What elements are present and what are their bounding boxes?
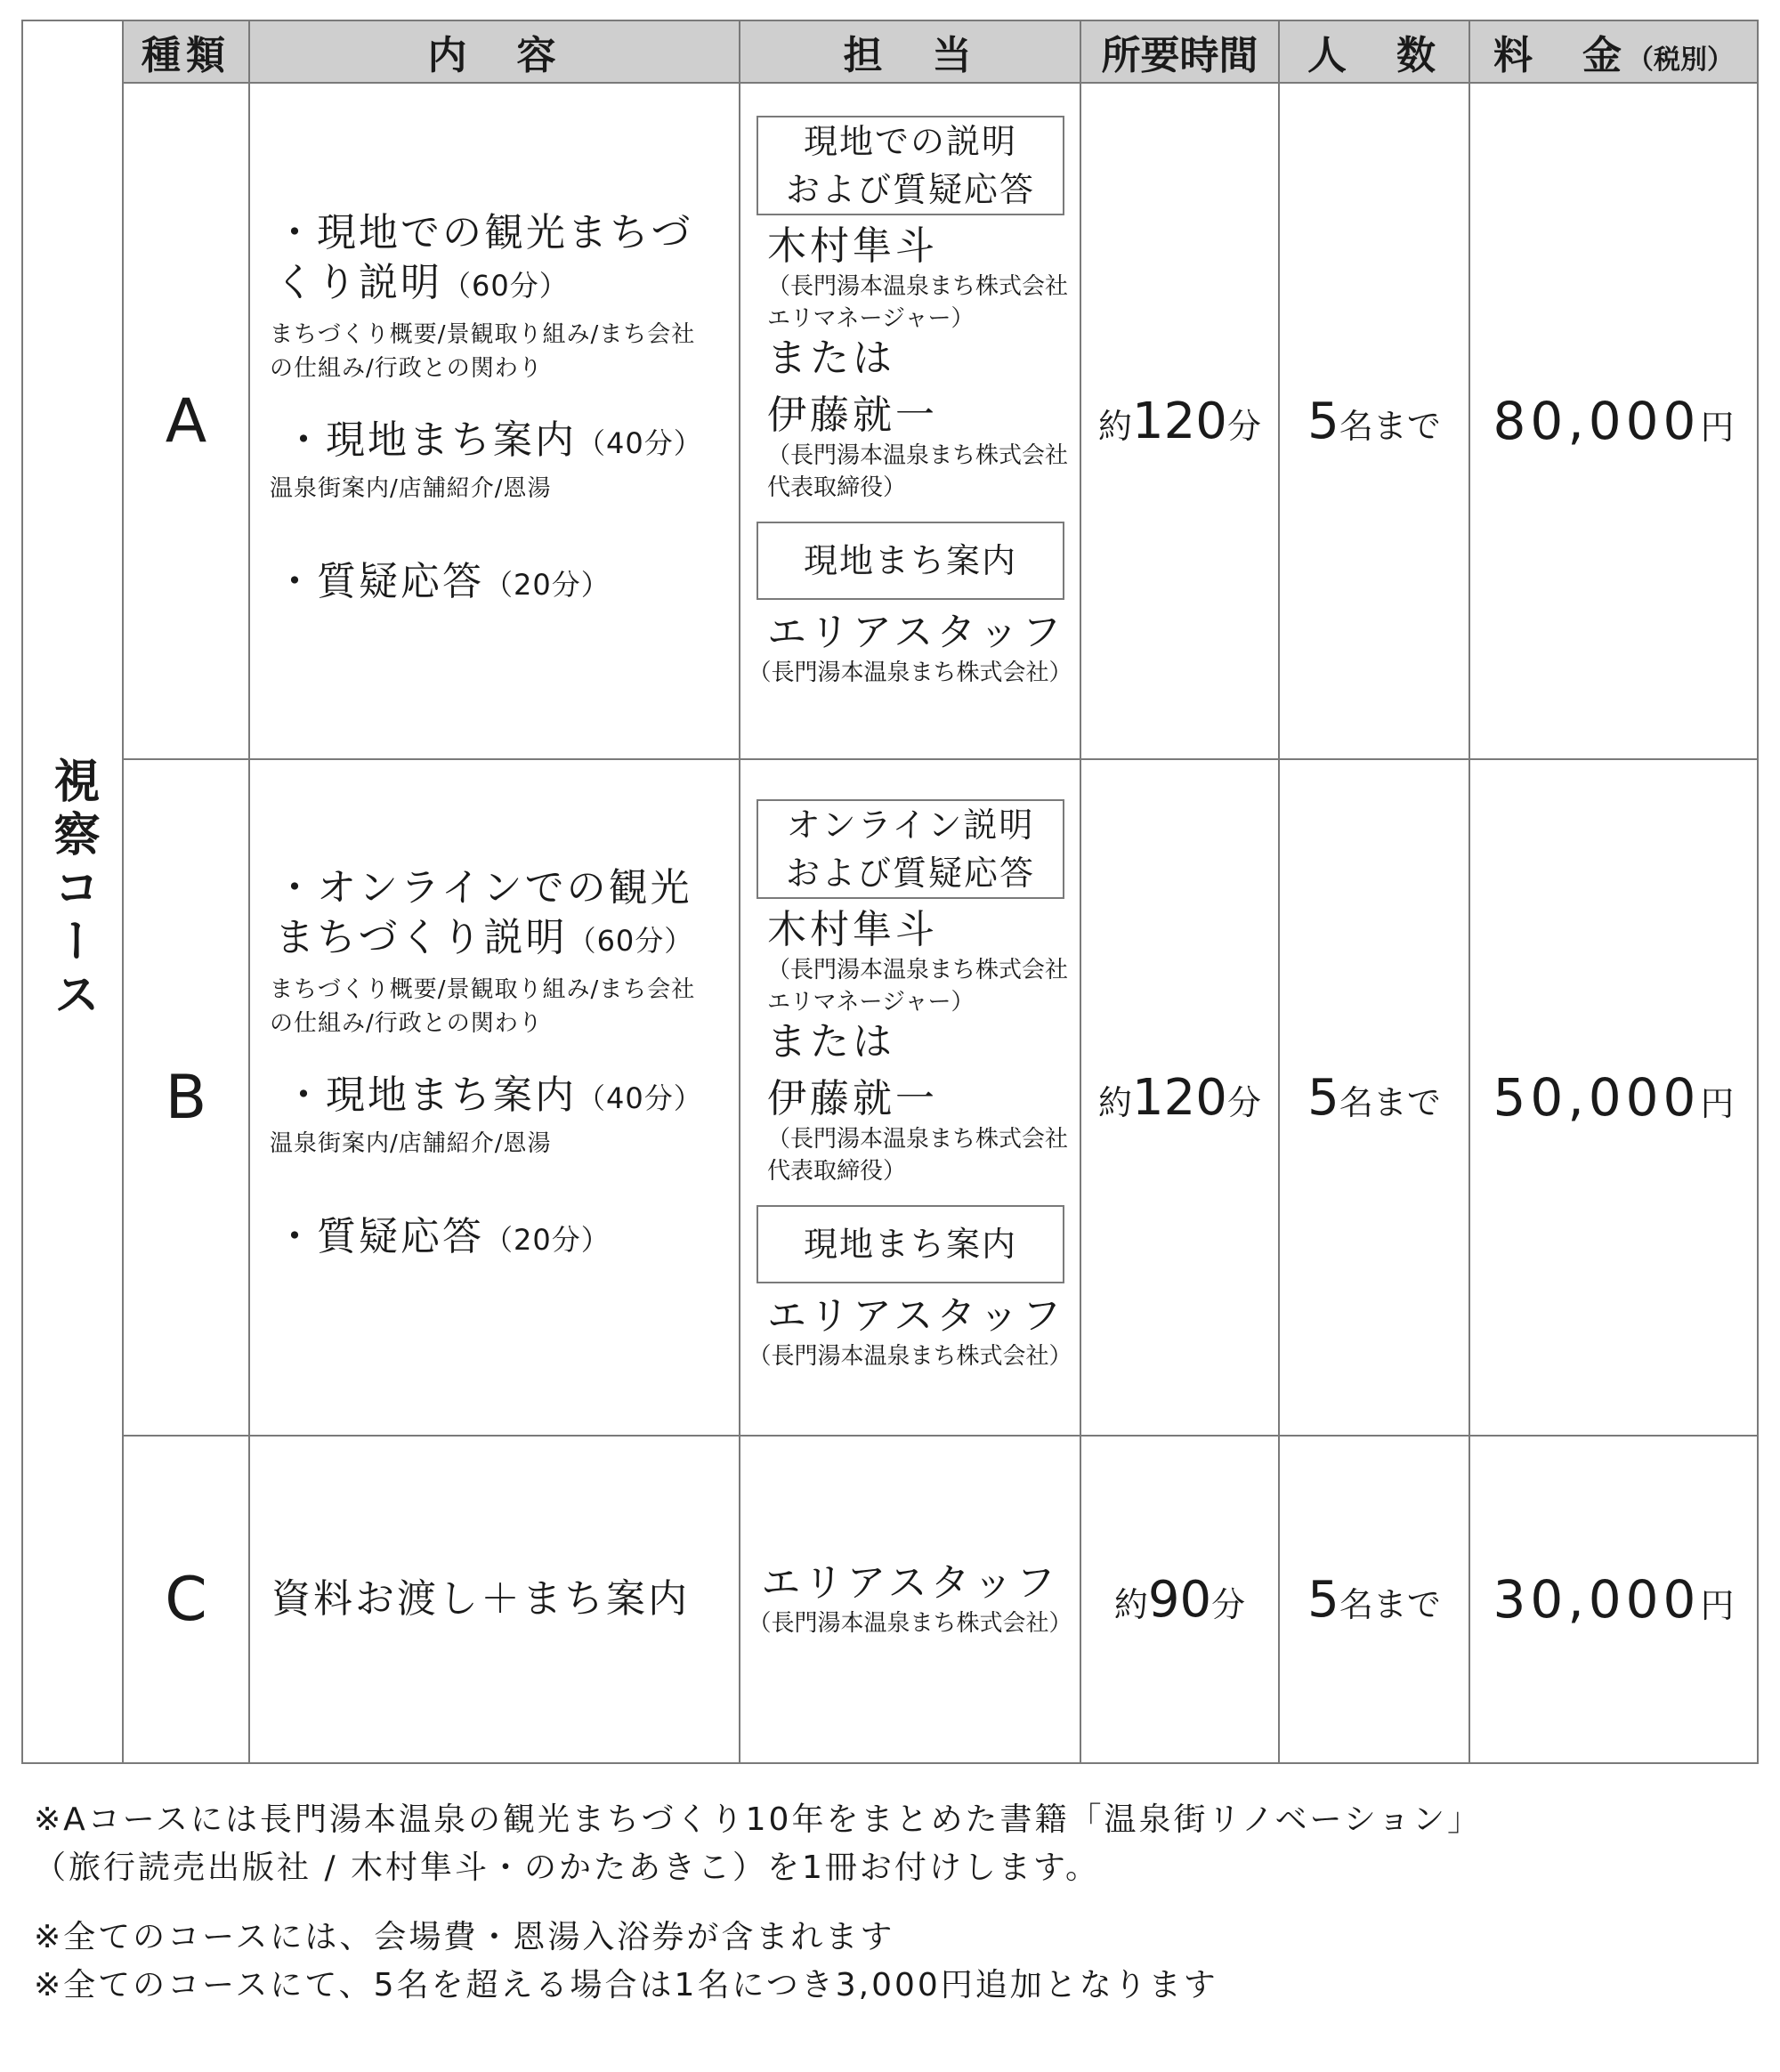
people-value [1307,1068,1441,1127]
people-unit: 名まで [1339,1584,1441,1624]
content-item-time: （60分） [442,269,569,303]
time-value [1098,1068,1261,1127]
content-item-title: ・質疑応答 [275,559,484,604]
role-line: 現地での説明 [803,122,1017,161]
course-type: A [123,83,249,759]
note-line: （旅行読売出版社 / 木村隼斗・のかたあきこ）を1冊お付けします。 [34,1849,1101,1886]
time-prefix: 約 [1113,1584,1148,1624]
course-people-c [1279,1436,1469,1763]
detail-line: まちづくり概要/景観取り組み/まち会社 [270,321,696,348]
content-item-time: （20分） [484,568,611,602]
header-time: 所要時間 [1080,20,1279,83]
people-number: 5 [1307,1068,1339,1127]
detail-line: の仕組み/行政との関わり [270,355,543,382]
person-name: 木村隼斗 [767,223,938,269]
person-note [767,954,1080,1018]
or-label: または [767,336,895,381]
content-item-title: ・現地まち案内 [284,417,577,463]
content-item-time: （20分） [484,1223,611,1257]
course-time-b [1080,759,1279,1436]
role-box [756,799,1064,899]
note-line: エリマネージャー） [767,305,975,332]
table-header-row [22,20,1758,83]
header-people: 人 数 [1279,20,1469,83]
role-box: 現地まち案内 [756,522,1064,600]
content-item-detail [270,318,739,385]
note-line: （長門湯本温泉まち株式会社 [767,442,1069,469]
course-content-b [249,759,740,1436]
content-item-title: ・現地まち案内 [284,1072,577,1118]
price-value [1493,391,1735,451]
people-number: 5 [1307,1570,1339,1629]
course-content-a [249,83,740,759]
content-item-time: （40分） [577,426,703,460]
price-unit: 円 [1700,408,1735,447]
header-staff: 担 当 [740,20,1080,83]
course-content-c [249,1436,740,1763]
course-row-c [22,1436,1758,1763]
note-line: ※全てのコースにて、5名を超える場合は1名につき3,000円追加となります [34,1967,1218,2003]
note-line: （長門湯本温泉まち株式会社 [767,957,1069,983]
time-number: 120 [1132,392,1227,450]
content-item-detail [270,1127,739,1161]
person-name: 木村隼斗 [767,907,938,952]
course-type: B [123,759,249,1436]
detail-line: まちづくり概要/景観取り組み/まち会社 [270,976,696,1003]
course-price-c [1469,1436,1758,1763]
time-value [1098,392,1261,450]
price-number: 30,000 [1493,1569,1701,1630]
content-item [275,557,739,610]
person-note [767,1123,1080,1187]
content-item-time: （40分） [577,1081,703,1115]
time-unit: 分 [1226,406,1261,446]
price-unit: 円 [1700,1586,1735,1625]
note-line: エリマネージャー） [767,989,975,1016]
content-item [284,416,739,468]
people-number: 5 [1307,392,1339,450]
time-value [1113,1570,1246,1629]
content-item-title: ・質疑応答 [275,1214,484,1259]
staff-note: （長門湯本温泉まち株式会社） [748,1610,1072,1637]
or-label: または [767,1019,895,1064]
header-price-note: （税別） [1627,45,1734,76]
header-price [1469,20,1758,83]
course-type: C [123,1436,249,1763]
role-box: 現地まち案内 [756,1205,1064,1283]
price-number: 80,000 [1493,391,1701,451]
content-item [275,208,729,311]
time-unit: 分 [1211,1584,1246,1624]
course-people-b [1279,759,1469,1436]
content-item-title-cont: まちづくり説明 [275,915,568,960]
course-price-b [1469,759,1758,1436]
note-line: （長門湯本温泉まち株式会社 [767,273,1069,300]
person-note [767,440,1080,504]
course-time-a [1080,83,1279,759]
content-item-time: （60分） [567,924,694,958]
person-name: 伊藤就一 [767,393,938,438]
content-item-detail [270,472,739,506]
course-staff-a [740,83,1080,759]
content-item-title: ・現地での観光まちづくり説明 [275,210,693,305]
note-line: 代表取締役） [767,1158,907,1185]
detail-line: の仕組み/行政との関わり [270,1010,543,1037]
note-line: ※Aコースには長門湯本温泉の観光まちづくり10年をまとめた書籍「温泉街リノベーション」 [34,1801,1483,1838]
side-label: 視察コース [45,757,99,1024]
time-unit: 分 [1226,1082,1261,1122]
course-row-b [22,759,1758,1436]
content-item [284,1071,739,1123]
price-number: 50,000 [1493,1067,1701,1128]
content-item-detail [270,973,739,1040]
content-item [275,863,739,966]
time-prefix: 約 [1098,1082,1133,1122]
course-time-c [1080,1436,1279,1763]
course-row-a [22,83,1758,759]
course-price-a [1469,83,1758,759]
price-unit: 円 [1700,1084,1735,1123]
price-value [1493,1569,1735,1630]
people-value [1307,392,1441,450]
content-item-title: ・オンラインでの観光 [275,865,692,911]
time-number: 90 [1147,1570,1212,1629]
detail-line: 温泉街案内/店舗紹介/恩湯 [270,1130,552,1157]
course-people-a [1279,83,1469,759]
role-line: オンライン説明 [786,805,1035,845]
content-item [275,1212,739,1265]
staff-name: エリアスタッフ [767,610,1065,655]
side-label-cell [22,20,123,1763]
staff-note: （長門湯本温泉まち株式会社） [748,1343,1072,1370]
staff-name: エリアスタッフ [761,1560,1059,1606]
course-staff-c [740,1436,1080,1763]
staff-name: エリアスタッフ [767,1293,1065,1339]
header-price-label: 料 金 [1493,33,1627,78]
note-line: 代表取締役） [767,474,907,501]
time-prefix: 約 [1098,406,1133,446]
price-value [1493,1067,1735,1128]
header-type: 種類 [123,20,249,83]
people-unit: 名まで [1339,406,1441,446]
role-line: および質疑応答 [785,854,1035,893]
notes-section [34,1796,1482,2010]
content-item-title: 資料お渡し＋まち案内 [271,1576,690,1622]
person-note [767,271,1080,335]
header-content: 内 容 [249,20,740,83]
course-staff-b [740,759,1080,1436]
people-unit: 名まで [1339,1082,1441,1122]
staff-note: （長門湯本温泉まち株式会社） [748,660,1072,686]
person-name: 伊藤就一 [767,1076,938,1121]
note-line: （長門湯本温泉まち株式会社 [767,1126,1069,1153]
time-number: 120 [1132,1068,1227,1127]
note-line: ※全てのコースには、会場費・恩湯入浴券が含まれます [34,1919,895,1955]
role-line: および質疑応答 [785,170,1035,209]
detail-line: 温泉街案内/店舗紹介/恩湯 [270,475,552,502]
course-table [21,20,1759,1764]
role-box [756,116,1064,215]
people-value [1307,1570,1441,1629]
